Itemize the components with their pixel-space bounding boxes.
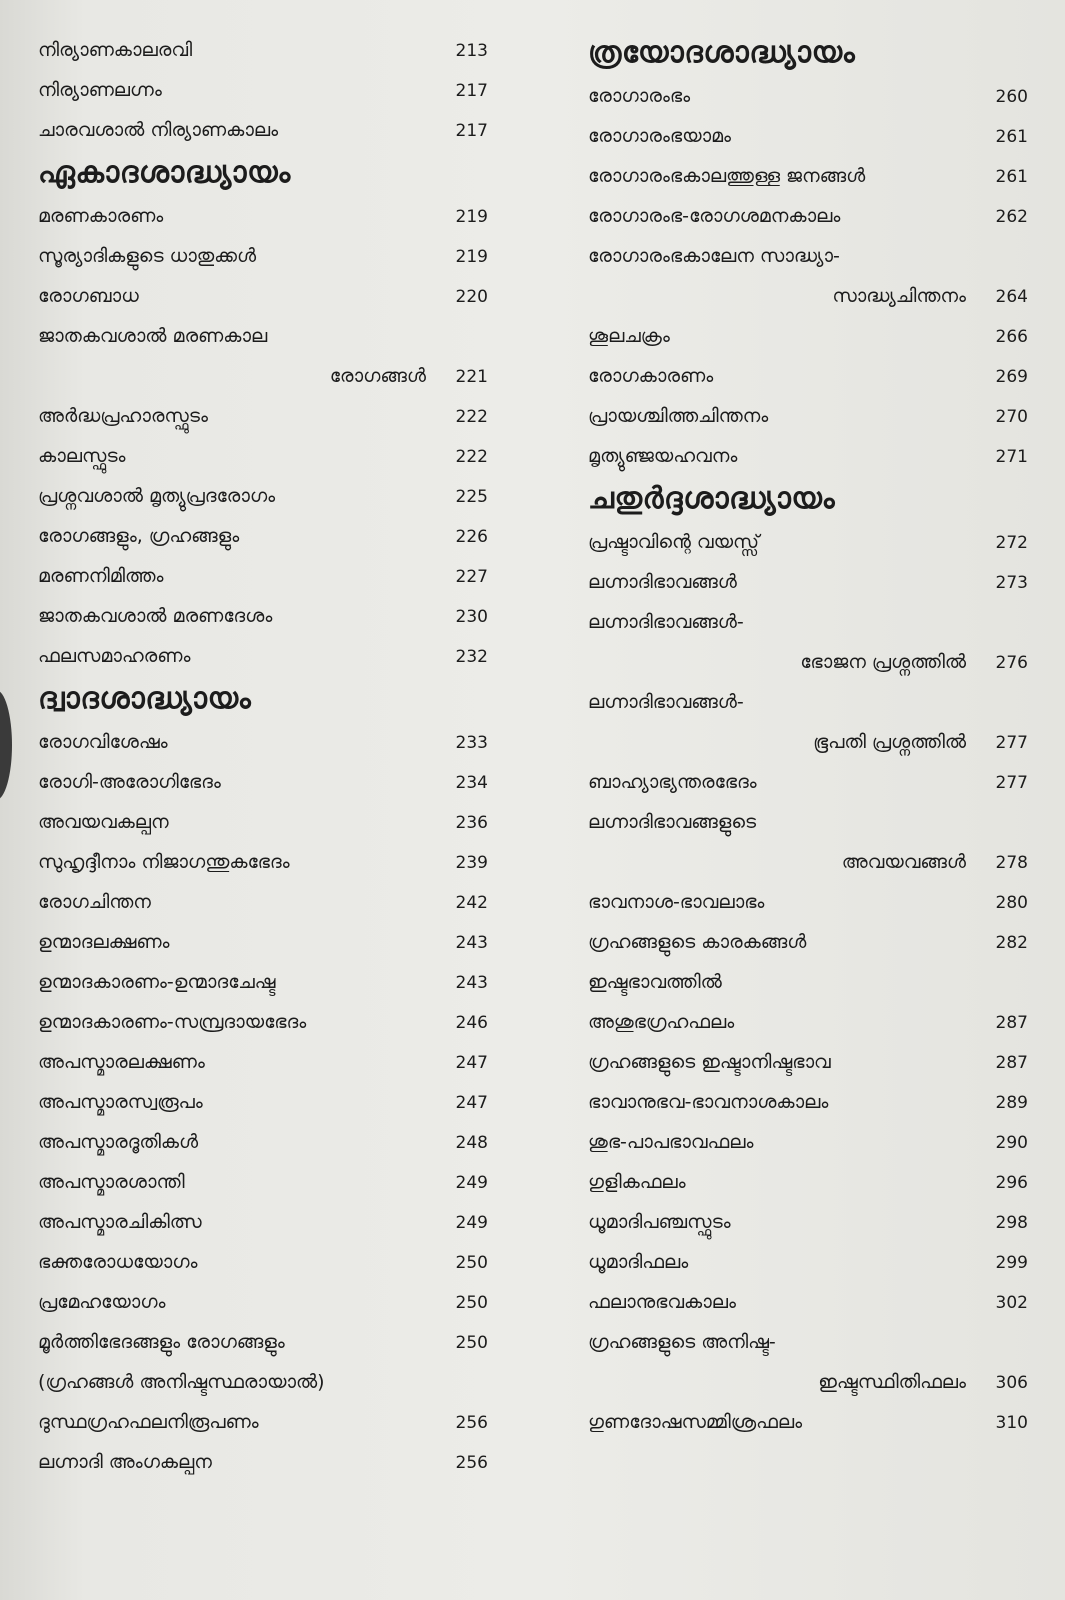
toc-entry: ജാതകവശാൽ മരണദേശം 230 [38, 596, 488, 636]
page-number: 248 [455, 1133, 488, 1153]
page-edge-shadow [0, 690, 12, 800]
toc-entry: നിര്യാണലഗ്നം 217 [38, 70, 488, 110]
toc-entry: ഗുണദോഷസമ്മിശ്രഫലം 310 [588, 1402, 1028, 1442]
toc-entry: ഫലാനുഭവകാലം 302 [588, 1282, 1028, 1322]
page-number: 236 [455, 813, 488, 833]
page-number: 225 [455, 487, 488, 507]
toc-entry: ഉന്മാദകാരണം-ഉന്മാദചേഷ്ട 243 [38, 962, 488, 1002]
page-number: 287 [995, 1053, 1028, 1073]
page-number: 222 [455, 447, 488, 467]
right-column [588, 30, 1028, 1442]
toc-entry: ഫലസമാഹരണം 232 [38, 636, 488, 676]
toc-entry: ശുഭ-പാപഭാവഫലം 290 [588, 1122, 1028, 1162]
page-number: 222 [455, 407, 488, 427]
page-number: 310 [995, 1413, 1028, 1433]
page-number: 219 [455, 247, 488, 267]
page-number: 287 [995, 1013, 1028, 1033]
page-number: 243 [455, 973, 488, 993]
toc-entry-continued: അവയവങ്ങൾ 278 [588, 842, 1028, 882]
toc-entry: അപസ്മാരസ്വരൂപം 247 [38, 1082, 488, 1122]
page-number: 271 [995, 447, 1028, 467]
toc-entry-continued: ഇഷ്ടസ്ഥിതിഫലം 306 [588, 1362, 1028, 1402]
toc-entry-continued: ഭൂപതി പ്രശ്നത്തിൽ 277 [588, 722, 1028, 762]
page-number: 272 [995, 533, 1028, 553]
page-number: 233 [455, 733, 488, 753]
page-number: 230 [455, 607, 488, 627]
page-number: 247 [455, 1093, 488, 1113]
toc-entry: രോഗാരംഭയാമം 261 [588, 116, 1028, 156]
page-number: 234 [455, 773, 488, 793]
page-number: 277 [995, 733, 1028, 753]
toc-entry: ലഗ്നാദിഭാവങ്ങൾ 273 [588, 562, 1028, 602]
toc-entry: ലഗ്നാദിഭാവങ്ങൾ- [588, 691, 744, 713]
toc-entry: (ഗ്രഹങ്ങൾ അനിഷ്ടസ്ഥരായാൽ) [38, 1371, 325, 1393]
page-number: 276 [995, 653, 1028, 673]
page-number: 264 [995, 287, 1028, 307]
page-number: 260 [995, 87, 1028, 107]
page-number: 261 [995, 167, 1028, 187]
page-number: 250 [455, 1333, 488, 1353]
toc-entry: സുഹൃദ്ദീനാം നിജാഗന്തുകഭേദം 239 [38, 842, 488, 882]
page-number: 266 [995, 327, 1028, 347]
page-number: 273 [995, 573, 1028, 593]
page-number: 243 [455, 933, 488, 953]
toc-entry: അർദ്ധപ്രഹാരസ്ഫുടം 222 [38, 396, 488, 436]
page-number: 227 [455, 567, 488, 587]
toc-entry: രോഗങ്ങളും, ഗ്രഹങ്ങളും 226 [38, 516, 488, 556]
toc-entry: രോഗവിശേഷം 233 [38, 722, 488, 762]
page-number: 250 [455, 1253, 488, 1273]
toc-entry: സൂര്യാദികളുടെ ധാതുക്കൾ 219 [38, 236, 488, 276]
chapter-heading: ദ്വാദശാദ്ധ്യായം [38, 681, 252, 716]
toc-entry: രോഗബാധ 220 [38, 276, 488, 316]
page-number: 277 [995, 773, 1028, 793]
toc-entry: ഉന്മാദലക്ഷണം 243 [38, 922, 488, 962]
page-number: 270 [995, 407, 1028, 427]
toc-entry: പ്രഷ്ടാവിന്റെ വയസ്സ് 272 [588, 522, 1028, 562]
toc-entry: ഇഷ്ടഭാവത്തിൽ [588, 971, 722, 993]
toc-entry: ജാതകവശാൽ മരണകാല [38, 325, 268, 347]
toc-entry: ഭാവനാശ-ഭാവലാഭം 280 [588, 882, 1028, 922]
toc-entry: മൃത്യുഞ്ജയഹവനം 271 [588, 436, 1028, 476]
toc-entry: ലഗ്നാദിഭാവങ്ങൾ- [588, 611, 744, 633]
page-number: 217 [455, 121, 488, 141]
toc-entry: അപസ്മാരശാന്തി 249 [38, 1162, 488, 1202]
toc-entry-continued: സാദ്ധ്യചിന്തനം 264 [588, 276, 1028, 316]
toc-entry: ലഗ്നാദിഭാവങ്ങളുടെ [588, 811, 757, 833]
toc-entry: പ്രായശ്ചിത്തചിന്തനം 270 [588, 396, 1028, 436]
page-number: 302 [995, 1293, 1028, 1313]
toc-entry: ഭക്തരോധയോഗം 250 [38, 1242, 488, 1282]
toc-entry: പ്രശ്നവശാൽ മൃത്യുപ്രദരോഗം 225 [38, 476, 488, 516]
toc-entry: രോഗാരംഭകാലേന സാദ്ധ്യാ- [588, 245, 840, 267]
page-number: 219 [455, 207, 488, 227]
toc-entry: ശൂലചക്രം 266 [588, 316, 1028, 356]
toc-entry: രോഗി-അരോഗിഭേദം 234 [38, 762, 488, 802]
page-number: 306 [995, 1373, 1028, 1393]
page-number: 256 [455, 1413, 488, 1433]
toc-entry: ലഗ്നാദി അംഗകല്പന 256 [38, 1442, 488, 1482]
toc-entry: ഗ്രഹങ്ങളുടെ ഇഷ്ടാനിഷ്ടഭാവ 287 [588, 1042, 1028, 1082]
page-number: 220 [455, 287, 488, 307]
toc-entry: ധൂമാദിപഞ്ചസ്ഫുടം 298 [588, 1202, 1028, 1242]
page-number: 282 [995, 933, 1028, 953]
page-number: 232 [455, 647, 488, 667]
page-number: 213 [455, 41, 488, 61]
toc-entry: രോഗചിന്തന 242 [38, 882, 488, 922]
toc-entry: മരണകാരണം 219 [38, 196, 488, 236]
toc-entry: അപസ്മാരദൂതികൾ 248 [38, 1122, 488, 1162]
page-number: 289 [995, 1093, 1028, 1113]
toc-entry: മരണനിമിത്തം 227 [38, 556, 488, 596]
toc-entry-continued: രോഗങ്ങൾ 221 [38, 356, 488, 396]
page-number: 250 [455, 1293, 488, 1313]
toc-entry-continued: ഭോജന പ്രശ്നത്തിൽ 276 [588, 642, 1028, 682]
toc-entry: ഗ്രഹങ്ങളുടെ കാരകങ്ങൾ 282 [588, 922, 1028, 962]
toc-entry: നിര്യാണകാലരവി 213 [38, 30, 488, 70]
page-number: 221 [455, 367, 488, 387]
toc-entry: അപസ്മാരലക്ഷണം 247 [38, 1042, 488, 1082]
toc-entry: കാലസ്ഫുടം 222 [38, 436, 488, 476]
toc-entry: അവയവകല്പന 236 [38, 802, 488, 842]
toc-entry: ദുസ്ഥഗ്രഹഫലനിരൂപണം 256 [38, 1402, 488, 1442]
page-number: 298 [995, 1213, 1028, 1233]
toc-entry: ഭാവാനുഭവ-ഭാവനാശകാലം 289 [588, 1082, 1028, 1122]
toc-entry: ബാഹ്യാഭ്യന്തരഭേദം 277 [588, 762, 1028, 802]
page-number: 296 [995, 1173, 1028, 1193]
page-number: 249 [455, 1213, 488, 1233]
toc-entry: രോഗകാരണം 269 [588, 356, 1028, 396]
toc-entry: അശുഭഗ്രഹഫലം 287 [588, 1002, 1028, 1042]
page-number: 217 [455, 81, 488, 101]
toc-entry: മൂർത്തിഭേദങ്ങളും രോഗങ്ങളും 250 [38, 1322, 488, 1362]
page-number: 226 [455, 527, 488, 547]
left-column [38, 30, 488, 1482]
page-number: 262 [995, 207, 1028, 227]
chapter-heading: ഏകാദശാദ്ധ്യായം [38, 155, 291, 190]
page-number: 247 [455, 1053, 488, 1073]
page-number: 261 [995, 127, 1028, 147]
toc-entry: ധൂമാദിഫലം 299 [588, 1242, 1028, 1282]
page-number: 280 [995, 893, 1028, 913]
toc-entry: ഉന്മാദകാരണം-സമ്പ്രദായഭേദം 246 [38, 1002, 488, 1042]
page-number: 256 [455, 1453, 488, 1473]
toc-entry: ഗ്രഹങ്ങളുടെ അനിഷ്ട- [588, 1331, 776, 1353]
page-number: 290 [995, 1133, 1028, 1153]
page-number: 278 [995, 853, 1028, 873]
chapter-heading: ചതുർദ്ദശാദ്ധ്യായം [588, 481, 836, 516]
page-number: 269 [995, 367, 1028, 387]
toc-entry: അപസ്മാരചികിത്സ 249 [38, 1202, 488, 1242]
chapter-heading: ത്രയോദശാദ്ധ്യായം [588, 35, 856, 70]
page-number: 249 [455, 1173, 488, 1193]
toc-entry: ചാരവശാൽ നിര്യാണകാലം 217 [38, 110, 488, 150]
page-number: 246 [455, 1013, 488, 1033]
page-number: 242 [455, 893, 488, 913]
toc-entry: രോഗാരംഭകാലത്തുള്ള ജനങ്ങൾ 261 [588, 156, 1028, 196]
toc-entry: പ്രമേഹയോഗം 250 [38, 1282, 488, 1322]
toc-entry: രോഗാരംഭ-രോഗശമനകാലം 262 [588, 196, 1028, 236]
toc-entry: രോഗാരംഭം 260 [588, 76, 1028, 116]
toc-entry: ഗുളികഫലം 296 [588, 1162, 1028, 1202]
page-number: 299 [995, 1253, 1028, 1273]
page-number: 239 [455, 853, 488, 873]
